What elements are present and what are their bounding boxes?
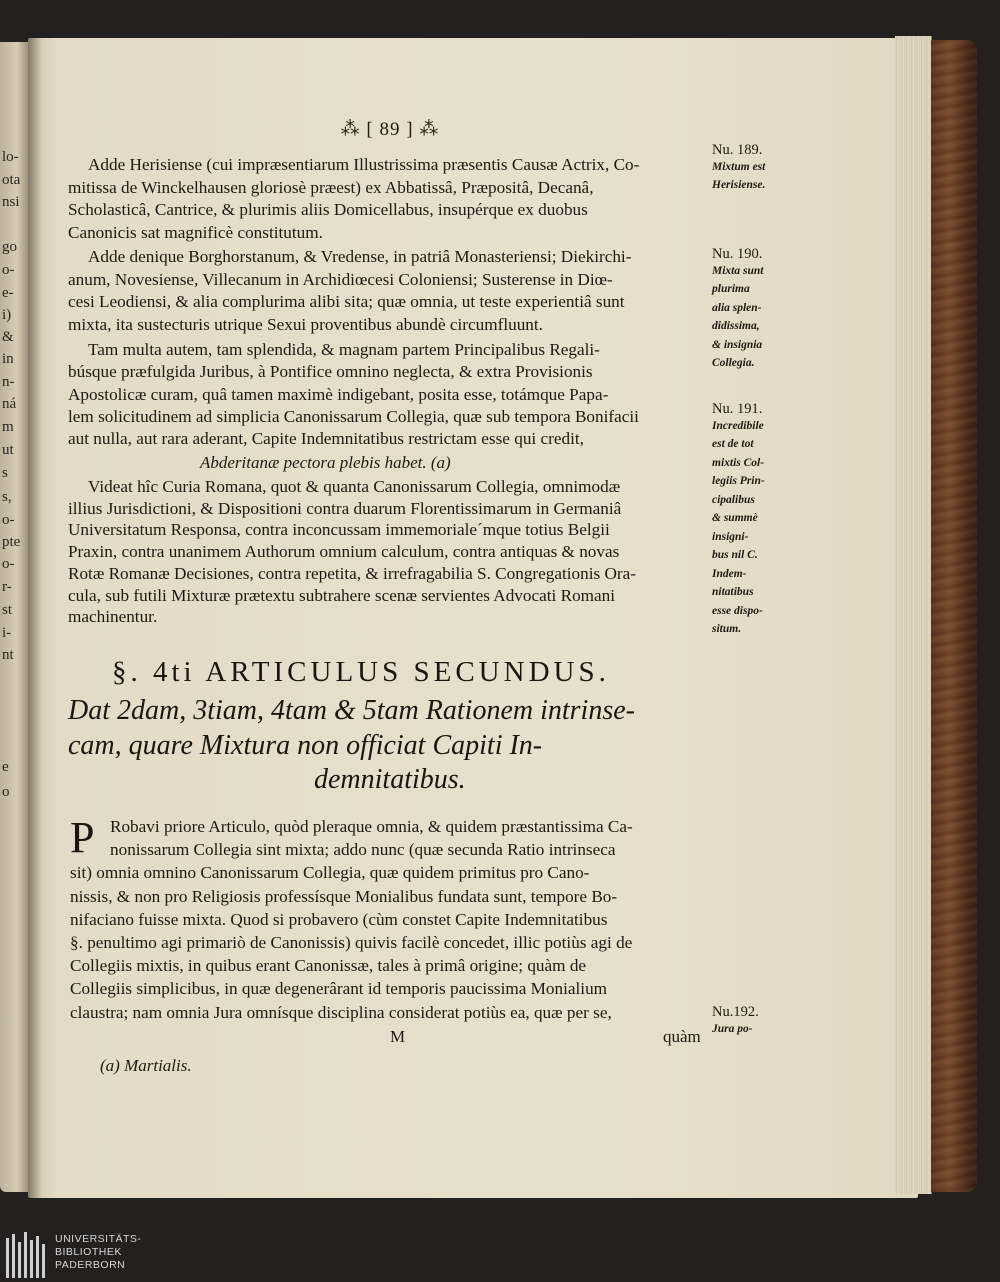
text-line: nissis, & non pro Religiosis professísque Monialibus fundata sunt, tempore Bo- <box>70 886 618 906</box>
margin-note-line: & summè <box>712 512 758 524</box>
text-line: claustra; nam omnia Jura omnísque disciplina considerat potiùs ea, quæ per se, <box>70 1002 612 1022</box>
margin-note-line: bus nil C. <box>712 549 758 561</box>
text-line: nonissarum Collegia sint mixta; addo nunc (quæ secunda Ratio intrinseca <box>110 840 616 860</box>
margin-note-line: est de tot <box>712 438 754 450</box>
text-line: Rotæ Romanæ Decisiones, contra repetita, & irrefragabilia S. Congregationis Ora- <box>68 563 636 583</box>
margin-note-line: mixtis Col- <box>712 456 765 469</box>
facing-page-edge <box>0 42 28 1192</box>
margin-note-line: insigni- <box>712 530 749 543</box>
margin-note-line: Herisiense. <box>712 179 766 191</box>
text-line: Videat hîc Curia Romana, quot & quanta Canonissarum Collegia, omnimodæ <box>88 477 621 496</box>
text-line: nifaciano fuisse mixta. Quod si probavero (cùm constet Capite Indemnitatibus <box>70 909 608 929</box>
margin-note-line: nitatibus <box>712 586 754 598</box>
logo-line-1: UNIVERSITÄTS- <box>55 1233 142 1245</box>
logo-line-2: BIBLIOTHEK <box>55 1246 122 1258</box>
margin-note-line: esse dispo- <box>712 604 763 617</box>
facing-page-fragment: s <box>2 465 8 481</box>
facing-page-fragment: nt <box>2 647 14 663</box>
section-heading: §. 4ti ARTICULUS SECUNDUS. <box>112 656 610 688</box>
text-line: sit) omnia omnino Canonissarum Collegia, quæ quidem primitus pro Cano- <box>70 863 590 883</box>
facing-page-fragment: ut <box>2 442 14 458</box>
text-line: mitissa de Winckelhausen gloriosè præest) ex Abbatissâ, Præpositâ, Decanâ, <box>68 177 594 197</box>
facing-page-fragment: i) <box>2 307 12 323</box>
text-line: aut nulla, aut rara aderant, Capite Indemnitatibus restrictam esse qui credit, <box>68 429 584 449</box>
logo-line-3: PADERBORN <box>55 1259 126 1271</box>
signature-mark: M <box>390 1027 406 1046</box>
margin-note-line: Nu. 191. <box>712 401 763 417</box>
text-line: Scholasticâ, Cantrice, & plurimis aliis Domicellabus, insupérque ex duobus <box>68 200 588 219</box>
text-line: machinentur. <box>68 607 158 627</box>
margin-note-line: Nu.192. <box>712 1004 759 1020</box>
text-line: anum, Novesiense, Villecanum in Archidiœcesi Coloniensi; Susterense in Diœ- <box>68 269 613 289</box>
text-line: cesi Leodiensi, & alia complurima alibi sita; quæ omnia, ut teste experientiâ sunt <box>68 292 625 312</box>
facing-page-fragment: r- <box>2 579 12 595</box>
text-line: Adde Herisiense (cui impræsentiarum Illustrissima præsentis Causæ Actrix, Co- <box>88 155 640 174</box>
text-line: Universitatum Responsa, contra inconcussam immemoriale´mque totius Belgii <box>68 520 610 540</box>
facing-page-fragment: o- <box>2 262 15 278</box>
facing-page-fragment: m <box>2 419 14 435</box>
text-line: Praxin, contra unanimem Authorum omnium calculum, contra antiquas & novas <box>68 542 620 562</box>
footnote: (a) Martialis. <box>100 1056 192 1075</box>
margin-note-line: legiis Prin- <box>712 475 765 487</box>
facing-page-fragment: e- <box>2 285 14 301</box>
facing-page-fragment: e <box>2 759 9 775</box>
facing-page-fragment: ná <box>2 396 17 412</box>
margin-note-line: alia splen- <box>712 301 762 314</box>
facing-page-fragment: in <box>2 351 14 367</box>
margin-note-line: Jura po- <box>712 1022 753 1035</box>
facing-page-fragment: ota <box>2 172 21 188</box>
margin-note-line: didissima, <box>712 320 760 332</box>
gutter-shadow <box>28 38 42 1198</box>
margin-note-line: plurima <box>712 283 750 295</box>
text-line: Collegiis mixtis, in quibus erant Canonissæ, tales à primâ origine; quàm de <box>70 956 587 976</box>
subheading-line: cam, quare Mixtura non officiat Capiti In- <box>68 730 543 761</box>
text-line: cula, sub futili Mixturæ prætextu subtrahere scenæ servientes Advocati Romani <box>68 585 616 605</box>
drop-cap: P <box>70 813 95 862</box>
facing-page-fragment: s, <box>2 489 12 505</box>
running-head: ⁂ [ 89 ] ⁂ <box>340 119 440 140</box>
margin-note-line: Nu. 189. <box>712 142 763 158</box>
facing-page-fragment: n- <box>2 374 15 390</box>
text-line: §. penultimo agi primariò de Canonissis) quivis facilè concedet, illic potiùs agi de <box>70 933 633 952</box>
facing-page-fragment: lo- <box>2 149 19 165</box>
text-line: illius Jurisdictioni, & Dispositioni contra duarum Florentissimarum in Germaniâ <box>68 498 622 518</box>
margin-note-line: & insignia <box>712 338 763 351</box>
facing-page-fragment: st <box>2 602 13 618</box>
text-line: Adde denique Borghorstanum, & Vredense, in patriâ Monasteriensi; Diekirchi- <box>88 247 632 266</box>
text-line: Collegiis simplicibus, in quæ degenerârant id temporis paucissima Monialium <box>70 979 608 999</box>
margin-note-line: Incredibile <box>712 419 764 432</box>
margin-note-line: situm. <box>712 623 742 635</box>
catchword: quàm <box>663 1027 701 1046</box>
page-edges <box>895 36 932 1194</box>
text-line: mixta, ita sustecturis utrique Sexui proventibus abundè circumfluunt. <box>68 315 543 335</box>
verse-quote: Abderitanæ pectora plebis habet. (a) <box>200 453 451 472</box>
margin-note-line: Mixtum est <box>712 160 766 173</box>
facing-page-fragment: pte <box>2 534 21 550</box>
facing-page-fragment: go <box>2 239 17 255</box>
book-cover <box>931 40 977 1192</box>
margin-note-line: Collegia. <box>712 357 755 369</box>
facing-page-fragment: o- <box>2 512 15 528</box>
text-line: Robavi priore Articulo, quòd pleraque omnia, & quidem præstantissima Ca- <box>110 817 633 836</box>
subheading-line: demnitatibus. <box>314 764 466 795</box>
margin-note-line: cipalibus <box>712 493 755 506</box>
text-line: lem solicitudinem ad simplicia Canonissarum Collegia, quæ sub tempora Bonifacii <box>68 406 639 426</box>
text-line: Apostolicæ curam, quâ tamen maximè indigebant, posita esse, totámque Papa- <box>68 384 609 404</box>
facing-page-fragment: o <box>2 784 10 800</box>
subheading-line: Dat 2dam, 3tiam, 4tam & 5tam Rationem intrinse- <box>68 695 635 726</box>
facing-page-fragment: nsi <box>2 194 20 210</box>
text-line: Canonicis sat magnificè constitutum. <box>68 222 323 242</box>
text-line: Tam multa autem, tam splendida, & magnam partem Principalibus Regali- <box>88 340 600 359</box>
facing-page-fragment: o- <box>2 556 15 572</box>
facing-page-fragment: & <box>2 329 14 345</box>
margin-note-line: Mixta sunt <box>712 264 764 277</box>
margin-note-line: Nu. 190. <box>712 246 763 262</box>
facing-page-fragment: i- <box>2 625 12 641</box>
margin-note-line: Indem- <box>712 567 747 580</box>
text-line: búsque præfulgida Juribus, à Pontifice omnino neglecta, & extra Provisionis <box>68 362 593 382</box>
library-logo <box>0 1228 160 1282</box>
